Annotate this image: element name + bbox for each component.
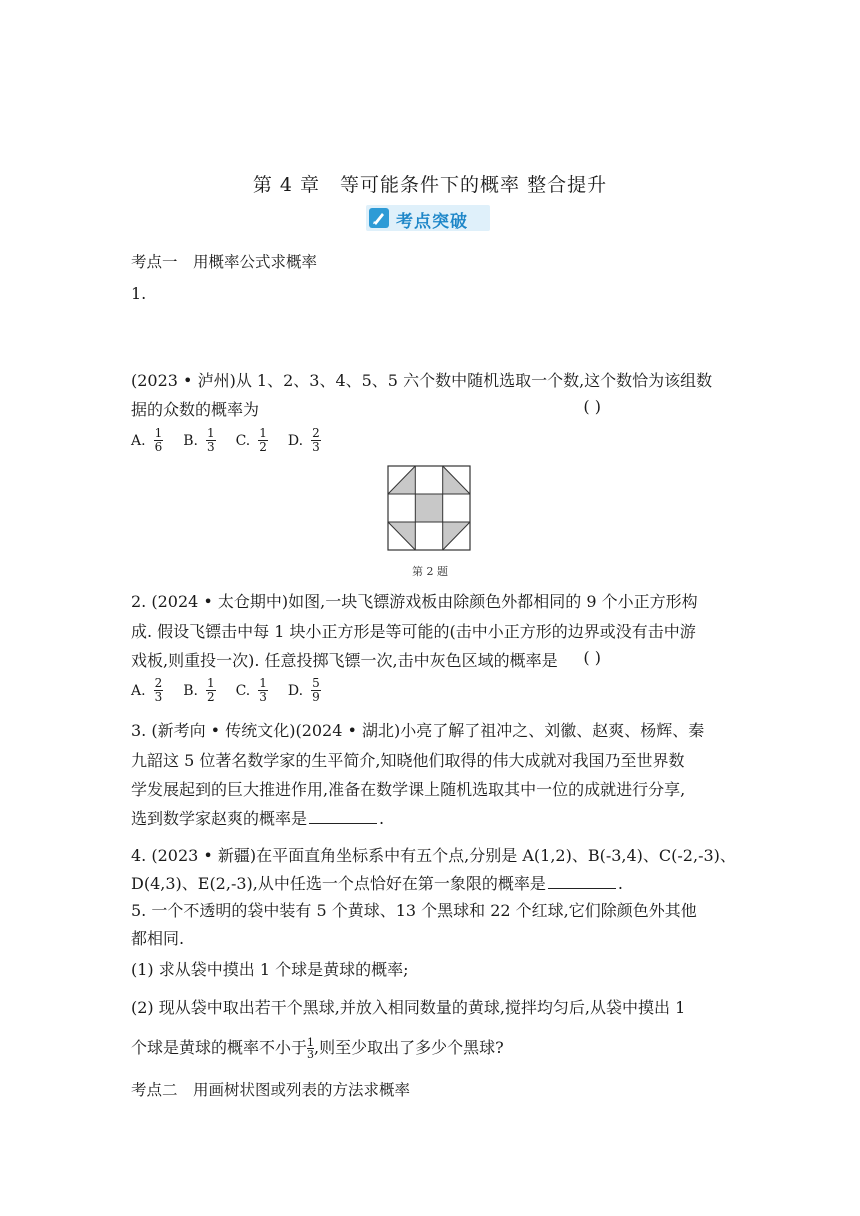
q2-option-a: A. $\frac{2}{3}$ xyxy=(131,676,163,704)
q5-text-line2: 都相同. xyxy=(131,929,185,948)
q5-part1: (1) 求从袋中摸出 1 个球是黄球的概率; xyxy=(131,960,409,979)
q1-stem: 据的众数的概率为 xyxy=(131,400,260,419)
page-title: 第 4 章 等可能条件下的概率 整合提升 xyxy=(252,174,608,196)
q1-number: 1. xyxy=(131,284,147,303)
q1-option-d: D. $\frac{2}{3}$ xyxy=(287,426,320,454)
q1-option-a: A. $\frac{1}{6}$ xyxy=(131,426,163,454)
q2-answer-paren: ( ) xyxy=(583,648,601,667)
q1-answer-paren: ( ) xyxy=(583,397,601,416)
section-heading-2: 考点二 用画树状图或列表的方法求概率 xyxy=(131,1081,411,1099)
q5-text-line1: 5. 一个不透明的袋中装有 5 个黄球、13 个黑球和 22 个红球,它们除颜色外其他 xyxy=(131,901,697,920)
q5-part2-cont: 个球是黄球的概率不小于 $\frac{1}{3}$ ,则至少取出了多少个黑球? xyxy=(131,1036,504,1061)
q5-part2: (2) 现从袋中取出若干个黑球,并放入相同数量的黄球,搅拌均匀后,从袋中摸出 1 xyxy=(131,998,686,1017)
q4-text-line1: 4. (2023 • 新疆)在平面直角坐标系中有五个点,分别是 A(1,2)、B(-3,4)、C(-2,-3)、 xyxy=(131,846,736,865)
q2-option-d: D. $\frac{5}{9}$ xyxy=(287,676,320,704)
q2-option-c: C. $\frac{1}{3}$ xyxy=(235,676,267,704)
q2-text-line3 xyxy=(131,648,731,671)
q3-answer-blank[interactable] xyxy=(309,809,377,824)
q2-options xyxy=(131,677,341,704)
q4-text-line2: D(4,3)、E(2,-3),从中任选一个点恰好在第一象限的概率是 . xyxy=(131,874,623,893)
q3-text-line4: 选到数学家赵爽的概率是 . xyxy=(131,809,385,828)
q4-answer-blank[interactable] xyxy=(548,874,616,889)
q1-text-line1: (2023 • 泸州)从 1、2、3、4、5、5 六个数中随机选取一个数,这个数恰为该组数 xyxy=(131,371,713,390)
section-heading-1: 考点一 用概率公式求概率 xyxy=(131,253,318,271)
q3-text-line2: 九韶这 5 位著名数学家的生平简介,知晓他们取得的伟大成就对我国乃至世界数 xyxy=(131,751,685,770)
q1-option-c: C. $\frac{1}{2}$ xyxy=(235,426,267,454)
q3-text-line1: 3. (新考向 • 传统文化)(2024 • 湖北)小亮了解了祖冲之、刘徽、赵爽、杨辉、秦 xyxy=(131,721,705,740)
dartboard-figure xyxy=(387,465,471,551)
q3-text-line3: 学发展起到的巨大推进作用,准备在数学课上随机选取其中一位的成就进行分享, xyxy=(131,780,686,799)
q5-fraction: $\frac{1}{3}$ xyxy=(307,1036,315,1061)
q1-option-b: B. $\frac{1}{3}$ xyxy=(183,426,215,454)
q2-stem: 戏板,则重投一次). 任意投掷飞镖一次,击中灰色区域的概率是 xyxy=(131,651,558,670)
q1-options xyxy=(131,427,341,454)
section-badge xyxy=(366,205,490,231)
q1-text-line2 xyxy=(131,397,731,420)
q2-option-b: B. $\frac{1}{2}$ xyxy=(183,676,215,704)
badge-label: 考点突破 xyxy=(396,212,468,232)
q2-text-line2: 成. 假设飞镖击中每 1 块小正方形是等可能的(击中小正方形的边界或没有击中游 xyxy=(131,622,696,641)
figure-caption: 第 2 题 xyxy=(412,565,448,578)
q2-text-line1: 2. (2024 • 太仓期中)如图,一块飞镖游戏板由除颜色外都相同的 9 个小正方形构 xyxy=(131,592,698,611)
pencil-icon xyxy=(369,208,389,228)
